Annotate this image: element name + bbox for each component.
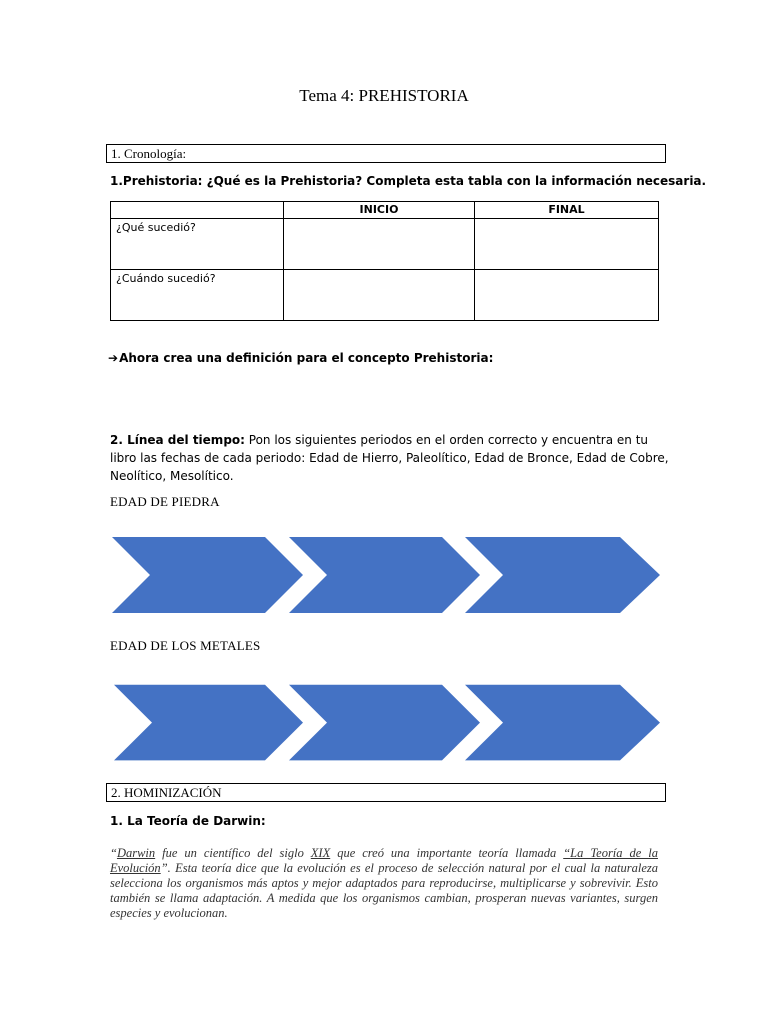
table-header-cell: INICIO — [284, 202, 475, 219]
answer-cell-final[interactable] — [475, 219, 659, 270]
cronologia-table — [110, 201, 659, 321]
quote-text: que creó una importante teoría llamada — [330, 846, 564, 860]
answer-cell-final[interactable] — [475, 270, 659, 321]
quote-text: ”. Esta teoría dice que la evolución es el proceso de selección natural por el cual la naturaleza selecciona los organismos más aptos y mejor adaptados para reproducirse, multiplicarse y sobrevivir. Esto también se llama adaptación. A medida que los organismos cambian, prosperan nuevas variantes, surgen especies y evolucionan. — [110, 861, 658, 920]
answer-cell-inicio[interactable] — [284, 219, 475, 270]
question-2-label: 2. Línea del tiempo: — [110, 433, 245, 447]
quote-mark: “ — [110, 846, 117, 860]
timeline-chevrons-piedra — [108, 535, 664, 615]
right-arrow-icon: ➔ — [108, 351, 119, 365]
section-cronologia-heading: 1. Cronología: — [106, 144, 666, 163]
chevron-arrow[interactable] — [465, 537, 660, 613]
darwin-subheading: 1. La Teoría de Darwin: — [110, 814, 266, 828]
chevron-arrow[interactable] — [289, 685, 480, 761]
chevron-arrow[interactable] — [114, 685, 303, 761]
edad-de-los-metales-label: EDAD DE LOS METALES — [110, 638, 261, 653]
table-header-cell: FINAL — [475, 202, 659, 219]
edad-de-piedra-label: EDAD DE PIEDRA — [110, 494, 220, 509]
question-2 — [110, 431, 670, 485]
page-title: Tema 4: PREHISTORIA — [299, 86, 469, 105]
section-hominizacion-heading: 2. HOMINIZACIÓN — [106, 783, 666, 802]
definition-prompt-text: Ahora crea una definición para el concepto Prehistoria: — [119, 351, 494, 365]
question-2-text: Pon los siguientes periodos en el orden correcto y encuentra en tu libro las fechas de cada periodo: Edad de Hierro, Paleolítico, Edad de Bronce, Edad de Cobre, Neolítico, Mesolítico. — [110, 433, 669, 483]
timeline-chevrons-metales — [108, 683, 664, 763]
chevron-arrow[interactable] — [465, 685, 660, 761]
theory-name: La Teoría de la Evolución — [110, 846, 658, 875]
darwin-name: Darwin — [116, 846, 156, 860]
row-label: ¿Qué sucedió? — [111, 219, 284, 270]
question-1: 1.Prehistoria: ¿Qué es la Prehistoria? Completa esta tabla con la información necesaria. — [110, 174, 707, 188]
chevron-arrow[interactable] — [112, 537, 303, 613]
table-row — [111, 270, 659, 321]
quote-text: fue un científico del siglo — [155, 846, 311, 860]
row-label: ¿Cuándo sucedió? — [111, 270, 284, 321]
definition-prompt — [108, 351, 493, 365]
answer-cell-inicio[interactable] — [284, 270, 475, 321]
table-header-cell — [111, 202, 284, 219]
century-text: XIX — [310, 846, 331, 860]
table-row — [111, 219, 659, 270]
darwin-quote — [110, 846, 658, 921]
quote-mark: “ — [563, 846, 571, 860]
chevron-arrow[interactable] — [289, 537, 480, 613]
table-header-row — [111, 202, 659, 219]
